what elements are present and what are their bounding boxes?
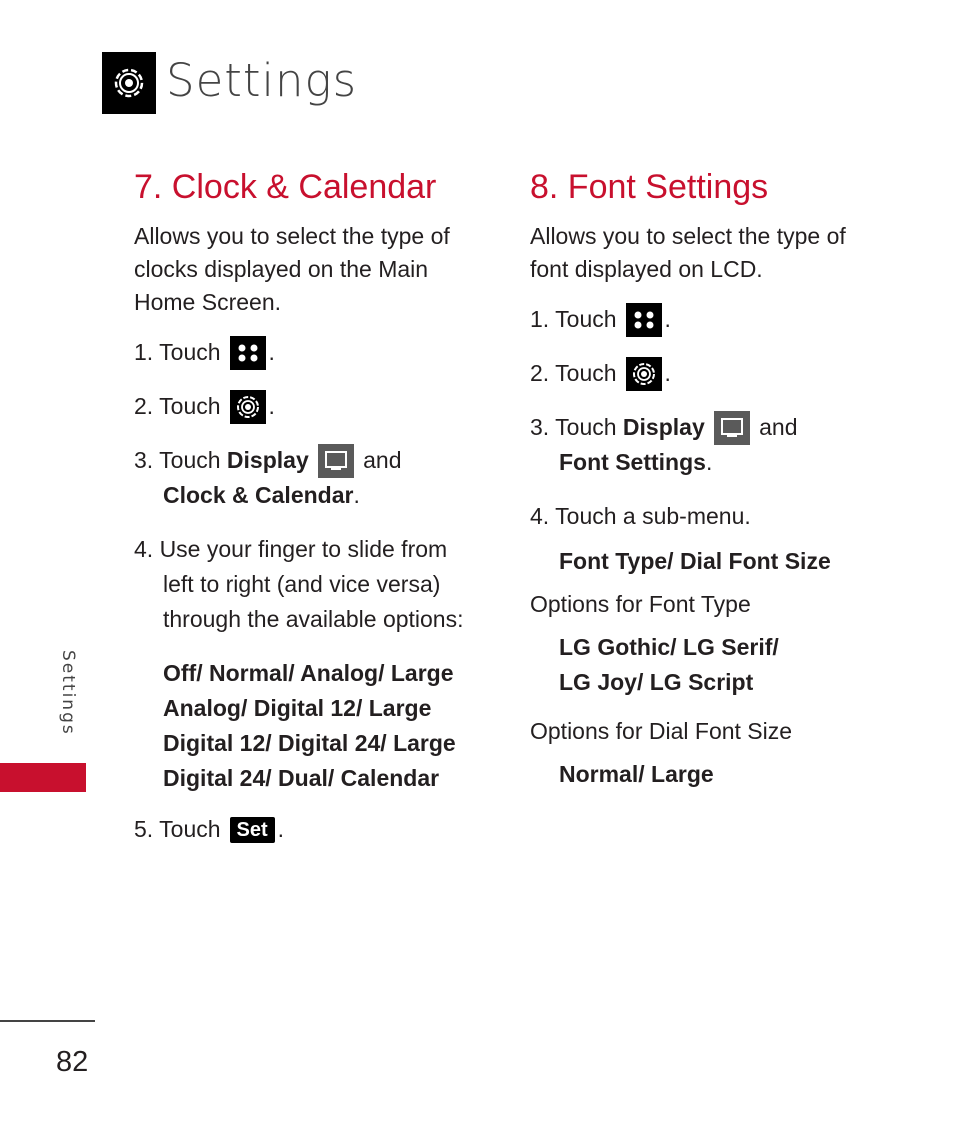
clock-options-list	[134, 656, 484, 796]
side-accent-bar	[0, 763, 86, 792]
clock-calendar-intro: Allows you to select the type of clocks displayed on the Main Home Screen.	[134, 223, 450, 315]
font-type-options-label: Options for Font Type	[530, 591, 751, 617]
gear-icon	[110, 64, 148, 102]
set-button: Set	[230, 817, 275, 843]
clock-calendar-menu-label: Clock & Calendar	[163, 482, 354, 508]
font-type-option-line: LG Gothic/ LG Serif/	[559, 634, 779, 660]
side-section-label: Settings	[58, 650, 78, 736]
font-type-option-line: LG Joy/ LG Script	[559, 669, 754, 695]
clock-calendar-section	[134, 166, 484, 847]
footer-divider	[0, 1020, 95, 1022]
dial-font-size-options-label: Options for Dial Font Size	[530, 718, 793, 744]
menu-grid-icon	[626, 303, 662, 337]
section-title-clock-calendar: 7. Clock & Calendar	[134, 168, 437, 206]
clock-option-line: Analog/ Digital 12/ Large	[163, 695, 432, 721]
step-3: 3. Touch Display and Clock & Calendar .	[134, 443, 484, 513]
step-2-text: 2. Touch	[134, 393, 221, 419]
display-icon	[318, 444, 354, 478]
font-settings-section	[530, 166, 890, 792]
step-4: 4. Use your finger to slide from left to right (and vice versa) through the available options:	[134, 536, 464, 632]
display-icon	[714, 411, 750, 445]
display-menu-label: Display	[622, 414, 705, 440]
step-5: 5. Touch Set .	[134, 816, 285, 842]
gear-icon	[626, 357, 662, 391]
font-settings-menu-label: Font Settings	[559, 449, 706, 475]
page-number: 82	[56, 1046, 89, 1078]
settings-header-icon	[102, 52, 156, 114]
step-2: 2. Touch .	[530, 356, 890, 391]
step-1: 1. Touch .	[530, 302, 890, 337]
font-type-options	[530, 630, 890, 700]
step-2: 2. Touch .	[134, 389, 484, 424]
clock-option-line: Digital 12/ Digital 24/ Large	[163, 730, 456, 756]
page-title: Settings	[166, 54, 358, 107]
submenu-list: Font Type/ Dial Font Size	[559, 548, 831, 574]
clock-option-line: Off/ Normal/ Analog/ Large	[163, 660, 454, 686]
gear-icon	[230, 390, 266, 424]
font-settings-intro: Allows you to select the type of font displayed on LCD.	[530, 223, 846, 282]
clock-option-line: Digital 24/ Dual/ Calendar	[163, 765, 440, 791]
display-menu-label: Display	[226, 447, 309, 473]
step-4: 4. Touch a sub-menu.	[530, 503, 751, 529]
section-title-font-settings: 8. Font Settings	[530, 168, 769, 206]
step-1: 1. Touch .	[134, 335, 484, 370]
dial-font-size-options: Normal/ Large	[559, 761, 714, 787]
step-1-text: 1. Touch	[134, 339, 221, 365]
step-3: 3. Touch Display and Font Settings .	[530, 410, 890, 480]
menu-grid-icon	[230, 336, 266, 370]
